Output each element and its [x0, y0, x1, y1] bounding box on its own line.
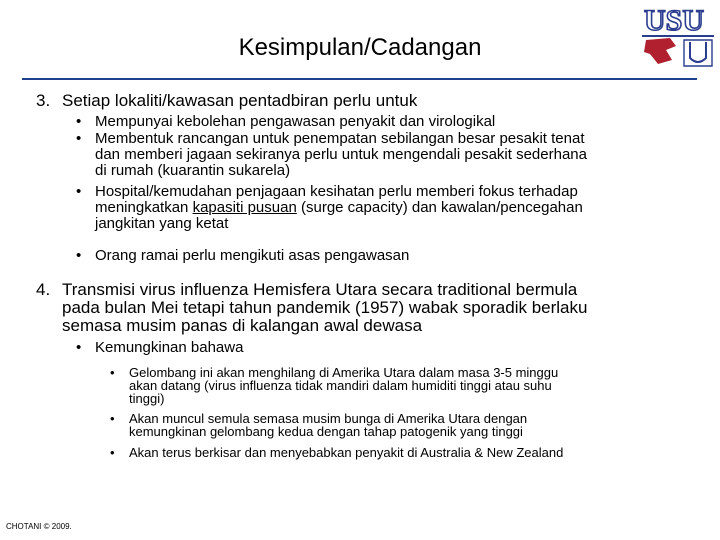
slide-title: Kesimpulan/Cadangan: [238, 34, 482, 61]
item-number: 4.: [36, 280, 51, 299]
logo-text: USU: [644, 4, 705, 37]
item-number: 3.: [36, 91, 51, 110]
bullet-item: • Hospital/kemudahan penjagaan kesihatan perlu memberi fokus terhadap meningkatkan kapasiti pusuan (surge capacity) dan kawalan/pencegahan jangkitan yang ketat: [76, 183, 583, 232]
sub-bullet-item: • Gelombang ini akan menghilang di Amerika Utara dalam masa 3-5 minggu akan datang (virus influenza tidak mandiri dalam humiditi tinggi atau suhu tinggi): [110, 365, 559, 406]
slide-body: 3. Setiap lokaliti/kawasan pentadbiran perlu untuk • Mempunyai kebolehan pengawasan penyakit dan virologikal • Membentuk rancangan untuk penempatan sebilangan besar pesakit tenat dan memberi jagaan sekiranya perlu untuk mengendali pesakit sederhana di rumah (kuarantin sukarela) • Hospital/kemudahan penjagaan kesihatan perlu memberi fokus terhadap meningkatkan kapasiti pusuan (surge capacity) dan kawalan/pencegahan jangkitan yang ketat • Orang ramai perlu mengikuti asas pengawasan 4. Transmisi virus influenza Hemisfera Utara secara traditional bermula pada bulan Mei tetapi tahun pandemik (1957) wabak sporadik berlaku semasa musim panas di kalangan awal dewasa • Kemungkinan bahawa • Gelombang ini akan menghilang di Amerika Utara dalam masa 3-5 minggu akan datang (virus influenza tidak mandiri dalam humiditi tinggi atau suhu tinggi) • Akan muncul semula semasa musim bunga di Amerika Utara dengan kemungkinan gelombang kedua dengan tahap patogenik yang tinggi • Akan terus berkisar dan menyebabkan penyakit di Australia & New Zealand: [0, 0, 720, 540]
bullet-item: • Membentuk rancangan untuk penempatan sebilangan besar pesakit tenat dan memberi jagaan sekiranya perlu untuk mengendali pesakit sederhana di rumah (kuarantin sukarela): [76, 130, 587, 179]
copyright-footer: CHOTANI © 2009.: [6, 522, 72, 531]
item-heading: Setiap lokaliti/kawasan pentadbiran perlu untuk: [62, 91, 418, 110]
underlined-term: kapasiti pusuan: [192, 199, 297, 216]
numbered-item-3: [36, 92, 696, 112]
sub-bullet-item: • Akan muncul semula semasa musim bunga di Amerika Utara dengan kemungkinan gelombang kedua dengan tahap patogenik yang tinggi: [110, 411, 528, 439]
numbered-item-4: 4. Transmisi virus influenza Hemisfera Utara secara traditional bermula pada bulan Mei tetapi tahun pandemik (1957) wabak sporadik berlaku semasa musim panas di kalangan awal dewasa: [36, 280, 588, 335]
